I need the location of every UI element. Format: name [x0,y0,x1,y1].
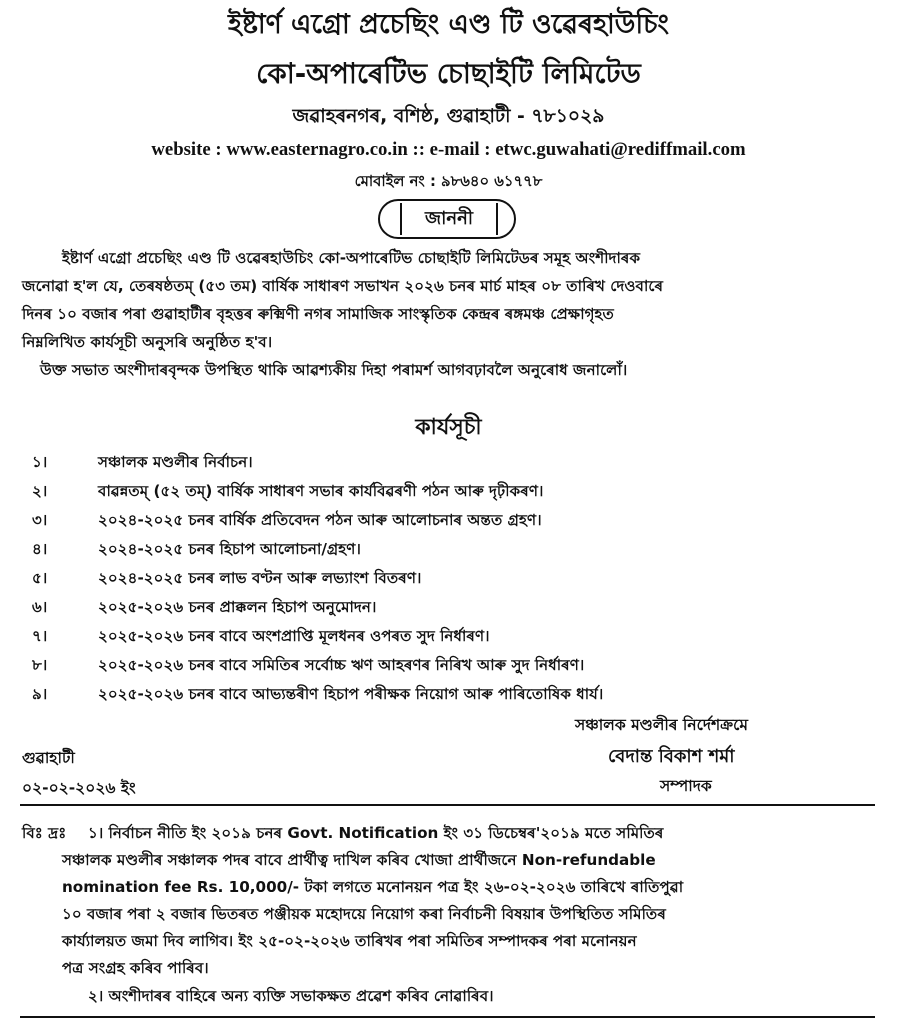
agenda-item-number: ৯। [32,685,48,703]
org-name-line1: ইষ্টাৰ্ণ এগ্ৰো প্ৰচেছিং এণ্ড টি ওৱেৰহাউচিং [228,9,669,40]
agenda-item-text: ২০২৫-২০২৬ চনৰ বাবে অংশপ্ৰাপ্তি মূলধনৰ ওপৰত সুদ নিৰ্ধাৰণ। [98,627,490,645]
divider-top [20,804,875,806]
agenda-item-number: ৬। [32,598,48,616]
notice-date: ০২-০২-২০২৬ ইং [22,779,136,797]
notice-title: জাননী [400,203,498,235]
agenda-item-text: বাৱন্নতম্ (৫২ তম্) বাৰ্ষিক সাধাৰণ সভাৰ কাৰ্যবিৱৰণী পঠন আৰু দৃঢ়ীকৰণ। [98,482,544,500]
agenda-item-text: ২০২৫-২০২৬ চনৰ বাবে আভ্যন্তৰীণ হিচাপ পৰীক্ষক নিয়োগ আৰু পাৰিতোষিক ধাৰ্য। [98,685,604,703]
agenda-item-number: ৫। [32,569,48,587]
agenda-item [32,625,490,650]
org-name-line2: কো-অপাৰেটিভ চোছাইটি লিমিটেড [256,57,641,90]
agenda-item [32,480,543,505]
agenda-item-text: সঞ্চালক মণ্ডলীৰ নিৰ্বাচন। [98,453,253,471]
agenda-item [32,567,421,592]
intro-line-2: জনোৱা হ'ল যে, তেৰষষ্ঠতম্ (৫৩ তম) বাৰ্ষিক সাধাৰণ সভাখন ২০২৬ চনৰ মাৰ্চ মাহৰ ০৮ তাৰিখ দেওবাৰে [22,277,664,295]
agenda-item-number: ৪। [32,540,48,558]
agenda-item [32,683,603,708]
agenda-item-number: ৮। [32,656,48,674]
agenda-item [32,451,253,476]
footnote-line-7: ২। অংশীদাৰৰ বাহিৰে অন্য ব্যক্তি সভাকক্ষত প্ৰৱেশ কৰিব নোৱাৰিব। [88,987,494,1005]
footnote-line-6: পত্ৰ সংগ্ৰহ কৰিব পাৰিব। [62,959,209,977]
footnote-line-1: ১। নিৰ্বাচন নীতি ইং ২০১৯ চনৰ Govt. Notification ইং ৩১ ডিচেম্বৰ'২০১৯ মতে সমিতিৰ [88,824,664,842]
by-order-text: সঞ্চালক মণ্ডলীৰ নিৰ্দেশক্ৰমে [575,716,748,734]
agenda-item-text: ২০২৪-২০২৫ চনৰ লাভ বণ্টন আৰু লভ্যাংশ বিতৰণ। [98,569,422,587]
agenda-item [32,654,584,679]
footnote-line-4: ১০ বজাৰ পৰা ২ বজাৰ ভিতৰত পঞ্জীয়ক মহোদয়ে নিয়োগ কৰা নিৰ্বাচনী বিষয়াৰ উপস্থিতিত সমিতিৰ [62,905,666,923]
agenda-item-text: ২০২৫-২০২৬ চনৰ প্ৰাক্কলন হিচাপ অনুমোদন। [98,598,377,616]
agenda-item-number: ৭। [32,627,48,645]
agenda-item-text: ২০২৪-২০২৫ চনৰ বাৰ্ষিক প্ৰতিবেদন পঠন আৰু আলোচনাৰ অন্তত গ্ৰহণ। [98,511,542,529]
footnote-label: বিঃ দ্ৰঃ [22,824,67,842]
intro-line-3: দিনৰ ১০ বজাৰ পৰা গুৱাহাটীৰ বৃহত্তৰ ৰুক্মিণী নগৰ সামাজিক সাংস্কৃতিক কেন্দ্ৰৰ ৰঙ্গমঞ্চ প্ৰেক্ষাগৃহত [22,305,614,323]
footnote-line-2: সঞ্চালক মণ্ডলীৰ সঞ্চালক পদৰ বাবে প্ৰাৰ্থীত্ব দাখিল কৰিব খোজা প্ৰাৰ্থীজনে Non-refundable [62,851,656,869]
agenda-item [32,509,542,534]
intro-line-1: ইষ্টাৰ্ণ এগ্ৰো প্ৰচেছিং এণ্ড টি ওৱেৰহাউচিং কো-অপাৰেটিভ চোছাইটি লিমিটেডৰ সমূহ অংশীদাৰক [62,249,641,267]
footnote-line-3: nomination fee Rs. 10,000/- টকা লগতে মনোনয়ন পত্ৰ ইং ২৬-০২-২০২৬ তাৰিখে ৰাতিপুৱা [62,878,684,896]
agenda-item-text: ২০২৫-২০২৬ চনৰ বাবে সমিতিৰ সৰ্বোচ্চ ঋণ আহৰণৰ নিৰিখ আৰু সুদ নিৰ্ধাৰণ। [98,656,585,674]
agenda-item-number: ১। [32,453,48,471]
divider-bottom [20,1016,875,1018]
footnote-line-5: কাৰ্য্যালয়ত জমা দিব লাগিব। ইং ২৫-০২-২০২৬ তাৰিখৰ পৰা সমিতিৰ সম্পাদকৰ পৰা মনোনয়ন [62,932,637,950]
agenda-item [32,538,361,563]
org-address: জৱাহৰনগৰ, বশিষ্ঠ, গুৱাহাটী - ৭৮১০২৯ [292,105,605,127]
web-email-contact: website : www.easternagro.co.in :: e-mail : etwc.guwahati@rediffmail.com [151,139,746,160]
agenda-title: কাৰ্যসূচী [415,415,482,440]
signatory-designation: সম্পাদক [660,777,712,795]
mobile-number: মোবাইল নং : ৯৮৬৪০ ৬১৭৭৮ [354,172,543,190]
agenda-item [32,596,376,621]
notice-title-box [378,199,516,239]
intro-line-4: নিম্নলিখিত কাৰ্যসূচী অনুসৰি অনুষ্ঠিত হ'ব। [22,333,273,351]
place: গুৱাহাটী [22,749,75,767]
agenda-item-number: ৩। [32,511,48,529]
signatory-name: বেদান্ত বিকাশ শৰ্মা [608,746,735,767]
agenda-item-number: ২। [32,482,48,500]
intro-line-5: উক্ত সভাত অংশীদাৰবৃন্দক উপস্থিত থাকি আৱশ্যকীয় দিহা পৰামৰ্শ আগবঢ়াবলৈ অনুৰোধ জনালোঁ। [40,361,628,379]
agenda-item-text: ২০২৪-২০২৫ চনৰ হিচাপ আলোচনা/গ্ৰহণ। [98,540,361,558]
